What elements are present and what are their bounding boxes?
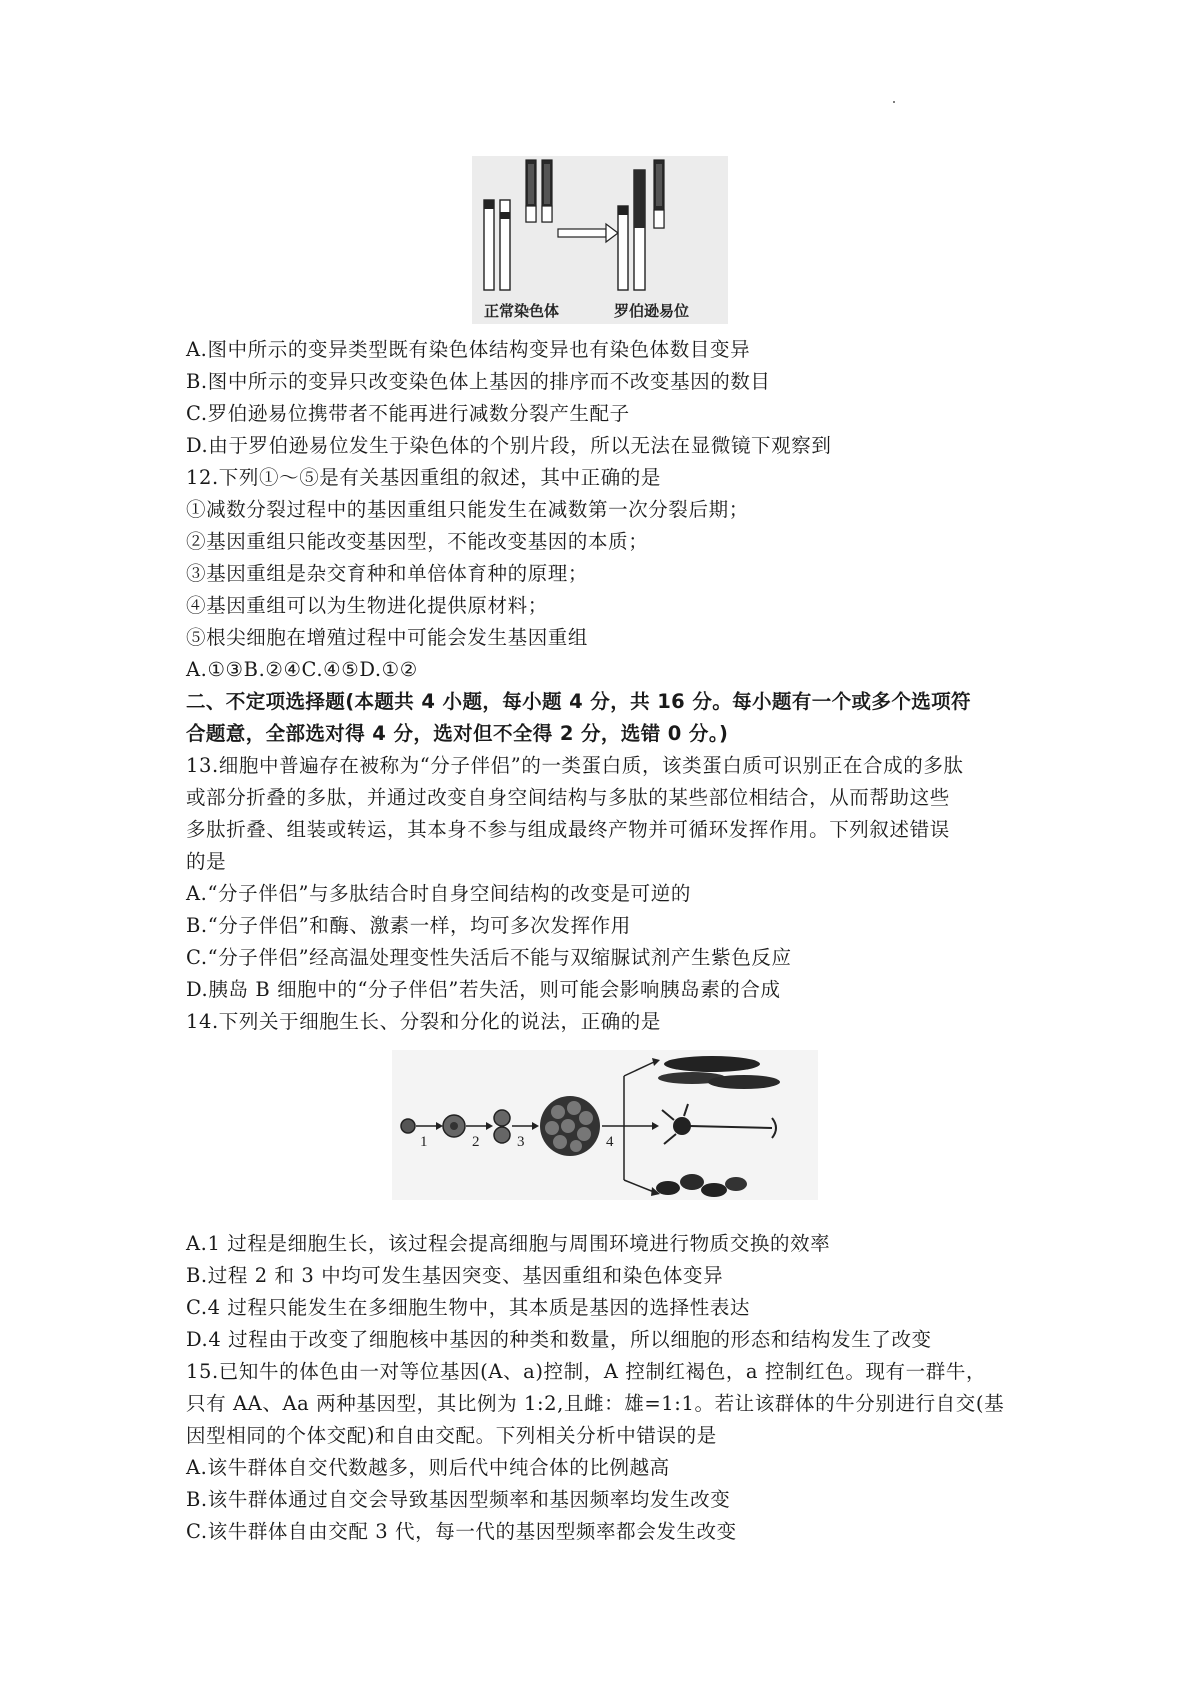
option-line: B.“分子伴侣”和酶、激素一样，均可多次发挥作用 [186,914,631,937]
step-label-1: 1 [420,1134,428,1150]
step-label-2: 2 [472,1134,480,1150]
robertsonian-translocation-figure [472,156,728,324]
option-line: A.该牛群体自交代数越多，则后代中纯合体的比例越高 [186,1456,670,1479]
option-line: C.该牛群体自由交配 3 代，每一代的基因型频率都会发生改变 [186,1520,737,1543]
normal-short-chromosome-left [484,200,494,290]
step-label-3: 3 [517,1134,525,1150]
stray-dot [893,101,895,103]
option-line: C.“分子伴侣”经高温处理变性失活后不能与双缩脲试剂产生紫色反应 [186,946,792,969]
question-stem: 12.下列①～⑤是有关基因重组的叙述，其中正确的是 [186,466,662,489]
normal-short-chromosome-right [500,200,510,290]
statement-line: ①减数分裂过程中的基因重组只能发生在减数第一次分裂后期； [186,498,749,521]
question-stem: 因型相同的个体交配)和自由交配。下列相关分析中错误的是 [186,1424,717,1447]
option-line: B.图中所示的变异只改变染色体上基因的排序而不改变基因的数目 [186,370,771,393]
option-line: A.“分子伴侣”与多肽结合时自身空间结构的改变是可逆的 [186,882,691,905]
question-stem: 的是 [186,850,227,873]
question-stem: 只有 AA、Aa 两种基因型，其比例为 1:2,且雌：雄=1:1。若让该群体的牛分别进行自交(基 [186,1392,1005,1415]
question-stem: 15.已知牛的体色由一对等位基因(A、a)控制，A 控制红褐色，a 控制红色。现有一群牛， [186,1360,987,1383]
option-line: D.4 过程由于改变了细胞核中基因的种类和数量，所以细胞的形态和结构发生了改变 [186,1328,932,1351]
transform-arrow [558,224,618,242]
question-text [186,334,1046,1548]
translocated-short-chromosome [618,206,628,290]
statement-line: ②基因重组只能改变基因型，不能改变基因的本质； [186,530,649,553]
option-line: B.过程 2 和 3 中均可发生基因突变、基因重组和染色体变异 [186,1264,724,1287]
statement-line: ④基因重组可以为生物进化提供原材料； [186,594,548,617]
option-line: C.罗伯逊易位携带者不能再进行减数分裂产生配子 [186,402,630,425]
option-line: A.①③B.②④C.④⑤D.①② [186,658,418,681]
normal-long-chromosome-left [526,160,536,222]
statement-line: ③基因重组是杂交育种和单倍体育种的原理； [186,562,589,585]
figure1-label-left: 正常染色体 [484,302,560,320]
option-line: A.图中所示的变异类型既有染色体结构变异也有染色体数目变异 [186,338,751,361]
option-line: D.由于罗伯逊易位发生于染色体的个别片段，所以无法在显微镜下观察到 [186,434,832,457]
option-line: D.胰岛 B 细胞中的“分子伴侣”若失活，则可能会影响胰岛素的合成 [186,978,781,1001]
section-heading: 合题意，全部选对得 4 分，选对但不全得 2 分，选错 0 分。) [186,722,729,745]
figure-spacer [186,1038,1046,1228]
section-heading: 二、不定项选择题(本题共 4 小题，每小题 4 分，共 16 分。每小题有一个或多个选项符 [186,690,971,713]
question-stem: 14.下列关于细胞生长、分裂和分化的说法，正确的是 [186,1010,662,1033]
translocated-long-chromosome [654,160,664,228]
question-stem: 多肽折叠、组装或转运，其本身不参与组成最终产物并可循环发挥作用。下列叙述错误 [186,818,950,841]
fused-chromosome [634,170,645,290]
option-line: C.4 过程只能发生在多细胞生物中，其本质是基因的选择性表达 [186,1296,751,1319]
figure1-label-right: 罗伯逊易位 [614,302,690,320]
option-line: A.1 过程是细胞生长，该过程会提高细胞与周围环境进行物质交换的效率 [186,1232,831,1255]
question-stem: 或部分折叠的多肽，并通过改变自身空间结构与多肽的某些部位相结合，从而帮助这些 [186,786,950,809]
question-stem: 13.细胞中普遍存在被称为“分子伴侣”的一类蛋白质，该类蛋白质可识别正在合成的多肽 [186,754,964,777]
step-label-4: 4 [606,1134,614,1150]
normal-long-chromosome-right [542,160,552,222]
statement-line: ⑤根尖细胞在增殖过程中可能会发生基因重组 [186,626,589,649]
option-line: B.该牛群体通过自交会导致基因型频率和基因频率均发生改变 [186,1488,731,1511]
